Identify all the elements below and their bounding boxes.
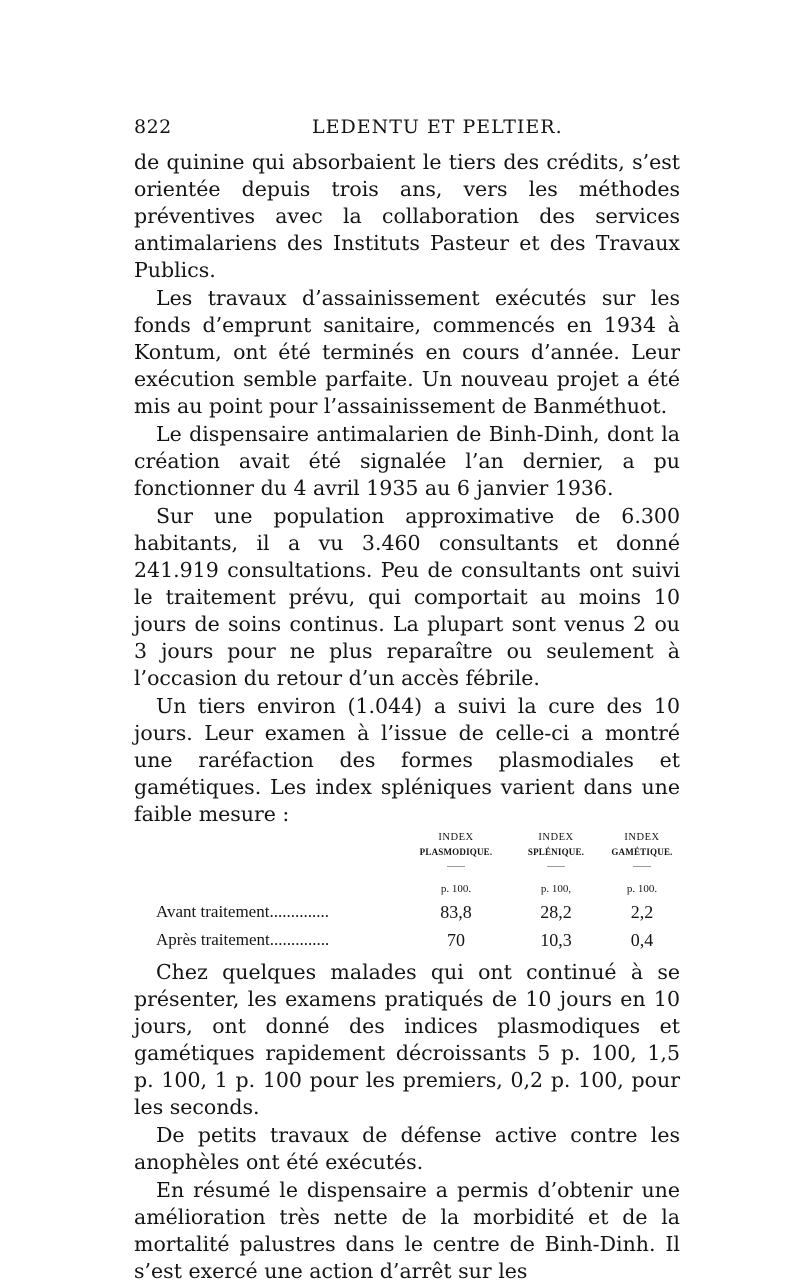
column-subtitle: GAMÉTIQUE. — [611, 847, 673, 857]
column-title: INDEX — [538, 832, 574, 843]
table-cell: 2,2 — [630, 902, 654, 922]
column-subtitle: PLASMODIQUE. — [419, 847, 493, 857]
body-text — [134, 149, 680, 1285]
paragraph-population: Sur une population approximative de 6.300 habitants, il a vu 3.460 consultants et donné 241.919 consultations. Peu de consultants ont suivi le traitement prévu, qui comportait au moins 10 jours de soins continus. La plupart sont venus 2 ou 3 jours pour ne plus reparaître ou seulement à l’occasion du retour d’un accès fébrile. — [134, 504, 680, 690]
index-table-wrapper — [134, 831, 680, 959]
row-label: Après traitement.............. — [156, 930, 330, 949]
row-label: Avant traitement.............. — [156, 902, 329, 921]
paragraph-assainissement: Les travaux d’assainissement exécutés sur les fonds d’emprunt sanitaire, commencés en 1934 à Kontum, ont été terminés en cours d’année. Leur exécution semble parfaite. Un nouveau projet a été mis au point pour l’assainissement de Banméthuot. — [134, 286, 680, 418]
paragraph-travaux-defense: De petits travaux de défense active contre les anophèles ont été exécutés. — [134, 1123, 680, 1174]
column-unit: p. 100, — [540, 883, 572, 895]
column-subtitle: SPLÉNIQUE. — [527, 847, 585, 857]
paragraph-examens: Chez quelques malades qui ont continué à se présenter, les examens pratiqués de 10 jours en 10 jours, ont donné des indices plasmodiques et gamétiques rapidement décroissants 5 p. 100, 1,5 p. 100, 1 p. 100 pour les premiers, 0,2 p. 100, pour les seconds. — [134, 960, 680, 1119]
index-table — [134, 831, 680, 954]
table-unit-row — [134, 867, 680, 898]
column-unit: p. 100. — [626, 883, 658, 895]
running-title: LEDENTU ET PELTIER. — [312, 116, 563, 138]
table-cell: 70 — [447, 930, 465, 950]
column-header — [508, 831, 604, 867]
table-cell: 0,4 — [630, 930, 654, 950]
table-corner — [134, 831, 404, 867]
column-header — [404, 831, 508, 867]
table-row — [134, 926, 680, 954]
page-header — [134, 116, 680, 146]
paragraph-resume: En résumé le dispensaire a permis d’obtenir une amélioration très nette de la morbidité et de la mortalité palustres dans le centre de Binh-Dinh. Il s’est exercé une action d’arrêt sur les — [134, 1178, 680, 1283]
column-title: INDEX — [438, 832, 474, 843]
table-cell: 83,8 — [440, 902, 472, 922]
column-header — [604, 831, 680, 867]
table-cell: 10,3 — [540, 930, 572, 950]
paragraph-continuation: de quinine qui absorbaient le tiers des crédits, s’est orientée depuis trois ans, vers les méthodes préventives avec la collaboration des services antimalariens des Instituts Pasteur et des Travaux Publics. — [134, 150, 680, 282]
table-cell: 28,2 — [540, 902, 572, 922]
table-header-row — [134, 831, 680, 867]
unit-row-label — [134, 867, 404, 898]
column-title: INDEX — [624, 832, 660, 843]
paragraph-cure: Un tiers environ (1.044) a suivi la cure des 10 jours. Leur examen à l’issue de celle-ci a montré une raréfaction des formes plasmodiales et gamétiques. Les index spléniques varient dans une faible mesure : — [134, 694, 680, 826]
paragraph-dispensaire: Le dispensaire antimalarien de Binh-Dinh, dont la création avait été signalée l’an dernier, a pu fonctionner du 4 avril 1935 au 6 janvier 1936. — [134, 422, 680, 500]
page-number: 822 — [134, 116, 172, 138]
table-row — [134, 898, 680, 926]
column-unit: p. 100. — [440, 883, 472, 895]
